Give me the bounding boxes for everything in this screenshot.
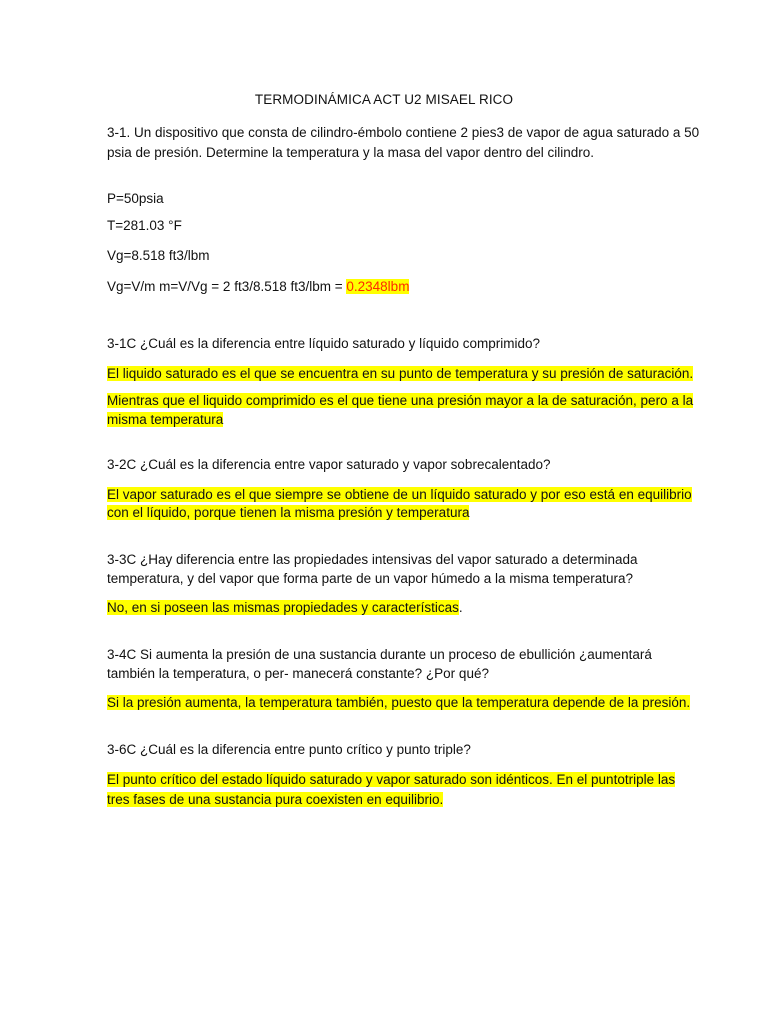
answer-6c-line-1 [107, 769, 676, 790]
answer-3c [107, 597, 667, 618]
answer-3c-text: No, en si poseen las mismas propiedades y características [107, 600, 459, 615]
answer-1c-text-3: misma temperatura [107, 412, 224, 427]
answer-4c [107, 692, 691, 713]
answer-6c-text-2: tres fases de una sustancia pura coexisten en equilibrio. [107, 792, 444, 807]
question-3c-line-1: 3-3C ¿Hay diferencia entre las propiedades intensivas del vapor saturado a determinada [107, 552, 638, 567]
question-4c-line-2: también la temperatura, o per- manecerá constante? ¿Por qué? [107, 666, 489, 681]
mass-result: 0.2348lbm [346, 279, 410, 294]
mass-formula: Vg=V/m m=V/Vg = 2 ft3/8.518 ft3/lbm = [107, 279, 347, 294]
question-1c: 3-1C ¿Cuál es la diferencia entre líquido saturado y líquido comprimido? [107, 336, 540, 351]
answer-1c-line-1 [107, 363, 694, 384]
answer-1c-text-1: El liquido saturado es el que se encuentra en su punto de temperatura y su presión de saturación. [107, 366, 694, 381]
document-title: TERMODINÁMICA ACT U2 MISAEL RICO [254, 92, 514, 107]
problem-1-line-2: psia de presión. Determine la temperatura y la masa del vapor dentro del cilindro. [107, 145, 595, 160]
mass-calculation [107, 276, 667, 297]
answer-6c-line-2 [107, 789, 667, 810]
question-2c: 3-2C ¿Cuál es la diferencia entre vapor saturado y vapor sobrecalentado? [107, 457, 551, 472]
answer-1c-line-2 [107, 390, 694, 411]
answer-4c-text: Si la presión aumenta, la temperatura también, puesto que la temperatura depende de la presión. [107, 695, 691, 710]
problem-1-line-1: 3-1. Un dispositivo que consta de cilindro-émbolo contiene 2 pies3 de vapor de agua saturado a 50 [107, 125, 700, 140]
temperature-value: T=281.03 °F [107, 218, 182, 233]
answer-2c-line-2 [107, 502, 667, 523]
answer-1c-text-2: Mientras que el liquido comprimido es el que tiene una presión mayor a la de saturación, pero a la [107, 393, 694, 408]
specific-volume-value: Vg=8.518 ft3/lbm [107, 248, 210, 263]
pressure-value: P=50psia [107, 191, 164, 206]
answer-2c-text-2: con el líquido, porque tienen la misma presión y temperatura [107, 505, 470, 520]
answer-6c-text-1: El punto crítico del estado líquido saturado y vapor saturado son idénticos. En el puntotriple las [107, 772, 676, 787]
question-3c-line-2: temperatura, y del vapor que forma parte de un vapor húmedo a la misma temperatura? [107, 571, 634, 586]
question-6c: 3-6C ¿Cuál es la diferencia entre punto crítico y punto triple? [107, 742, 471, 757]
question-4c-line-1: 3-4C Si aumenta la presión de una sustancia durante un proceso de ebullición ¿aumentará [107, 647, 652, 662]
answer-2c-text-1: El vapor saturado es el que siempre se obtiene de un líquido saturado y por eso está en equilibrio [107, 487, 692, 502]
answer-1c-line-3 [107, 409, 667, 430]
answer-3c-tail: . [458, 600, 463, 615]
